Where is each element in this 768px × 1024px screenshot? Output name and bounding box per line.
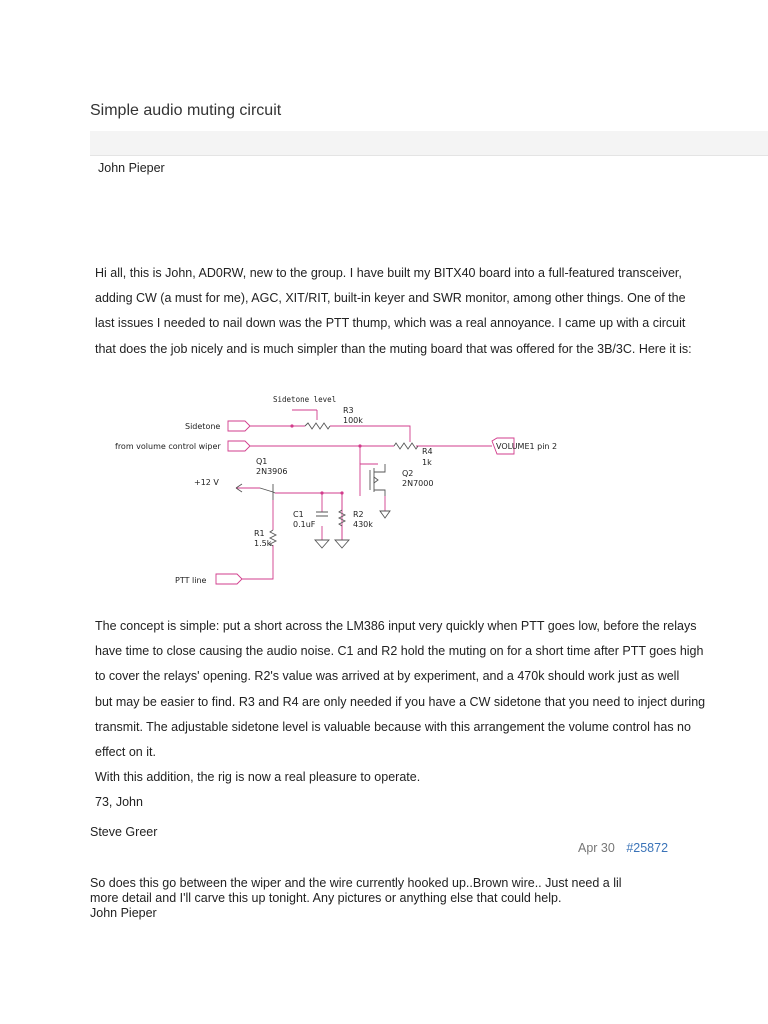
label-sidetone-level: Sidetone level bbox=[273, 395, 337, 404]
body-line: to cover the relays' opening. R2's value was arrived at by experiment, and a 470k should work just as well bbox=[95, 669, 680, 684]
label-12v: +12 V bbox=[194, 478, 219, 487]
message-number-link[interactable]: #25872 bbox=[626, 841, 669, 855]
intro-line: adding CW (a must for me), AGC, XIT/RIT, built-in keyer and SWR monitor, among other things. One of the bbox=[95, 291, 686, 306]
schematic-image bbox=[110, 380, 580, 600]
label-q1: Q1 bbox=[256, 457, 268, 466]
label-c1: C1 bbox=[293, 510, 304, 519]
label-wiper: from volume control wiper bbox=[115, 442, 221, 451]
reply-body bbox=[90, 876, 622, 921]
reply-line: So does this go between the wiper and the wire currently hooked up..Brown wire.. Just need a lil bbox=[90, 876, 622, 890]
reply-author[interactable]: Steve Greer bbox=[90, 825, 158, 839]
label-sidetone: Sidetone bbox=[185, 422, 221, 431]
topic-title: Simple audio muting circuit bbox=[90, 102, 282, 119]
label-r4: R4 bbox=[422, 447, 433, 456]
reply-line: John Pieper bbox=[90, 906, 157, 920]
intro-line: Hi all, this is John, AD0RW, new to the group. I have built my BITX40 board into a full-featured transceiver, bbox=[95, 266, 682, 280]
label-c1-value: 0.1uF bbox=[293, 520, 316, 529]
body-line: The concept is simple: put a short across the LM386 input very quickly when PTT goes low, before the relays bbox=[95, 619, 697, 633]
label-ptt: PTT line bbox=[175, 576, 207, 585]
body-line: but may be easier to find. R3 and R4 are only needed if you have a CW sidetone that you need to inject during bbox=[95, 694, 706, 709]
post-closing: With this addition, the rig is now a real pleasure to operate. bbox=[95, 770, 421, 784]
label-q2-value: 2N7000 bbox=[402, 479, 434, 488]
label-r3: R3 bbox=[343, 406, 354, 415]
post-author[interactable]: John Pieper bbox=[98, 161, 165, 175]
reply-date: Apr 30 bbox=[578, 841, 615, 855]
intro-line: that does the job nicely and is much simpler than the muting board that was offered for the 3B/3C. Here it is: bbox=[95, 341, 692, 356]
label-q1-value: 2N3906 bbox=[256, 467, 288, 476]
body-line: have time to close causing the audio noise. C1 and R2 hold the muting on for a short time after PTT goes high bbox=[95, 644, 704, 659]
label-r4-value: 1k bbox=[422, 458, 432, 467]
schematic-wires bbox=[236, 410, 492, 579]
label-r3-value: 100k bbox=[343, 416, 363, 425]
post-body bbox=[95, 614, 745, 765]
label-r1: R1 bbox=[254, 529, 265, 538]
body-line: effect on it. bbox=[95, 745, 156, 760]
label-volume-pin: VOLUME1 pin 2 bbox=[496, 442, 558, 451]
post-signoff: 73, John bbox=[95, 795, 143, 809]
label-q2: Q2 bbox=[402, 469, 414, 478]
body-line: transmit. The adjustable sidetone level is valuable because with this arrangement the volume control has no bbox=[95, 719, 691, 734]
reply-meta bbox=[578, 841, 668, 855]
label-r2-value: 430k bbox=[353, 520, 373, 529]
post-intro bbox=[95, 261, 745, 362]
intro-line: last issues I needed to nail down was the PTT thump, which was a real annoyance. I came up with a circuit bbox=[95, 316, 686, 331]
label-r1-value: 1.5k bbox=[254, 539, 272, 548]
reply-line: more detail and I'll carve this up tonight. Any pictures or anything else that could help. bbox=[90, 891, 562, 905]
post-header-bar bbox=[90, 131, 768, 156]
label-r2: R2 bbox=[353, 510, 364, 519]
